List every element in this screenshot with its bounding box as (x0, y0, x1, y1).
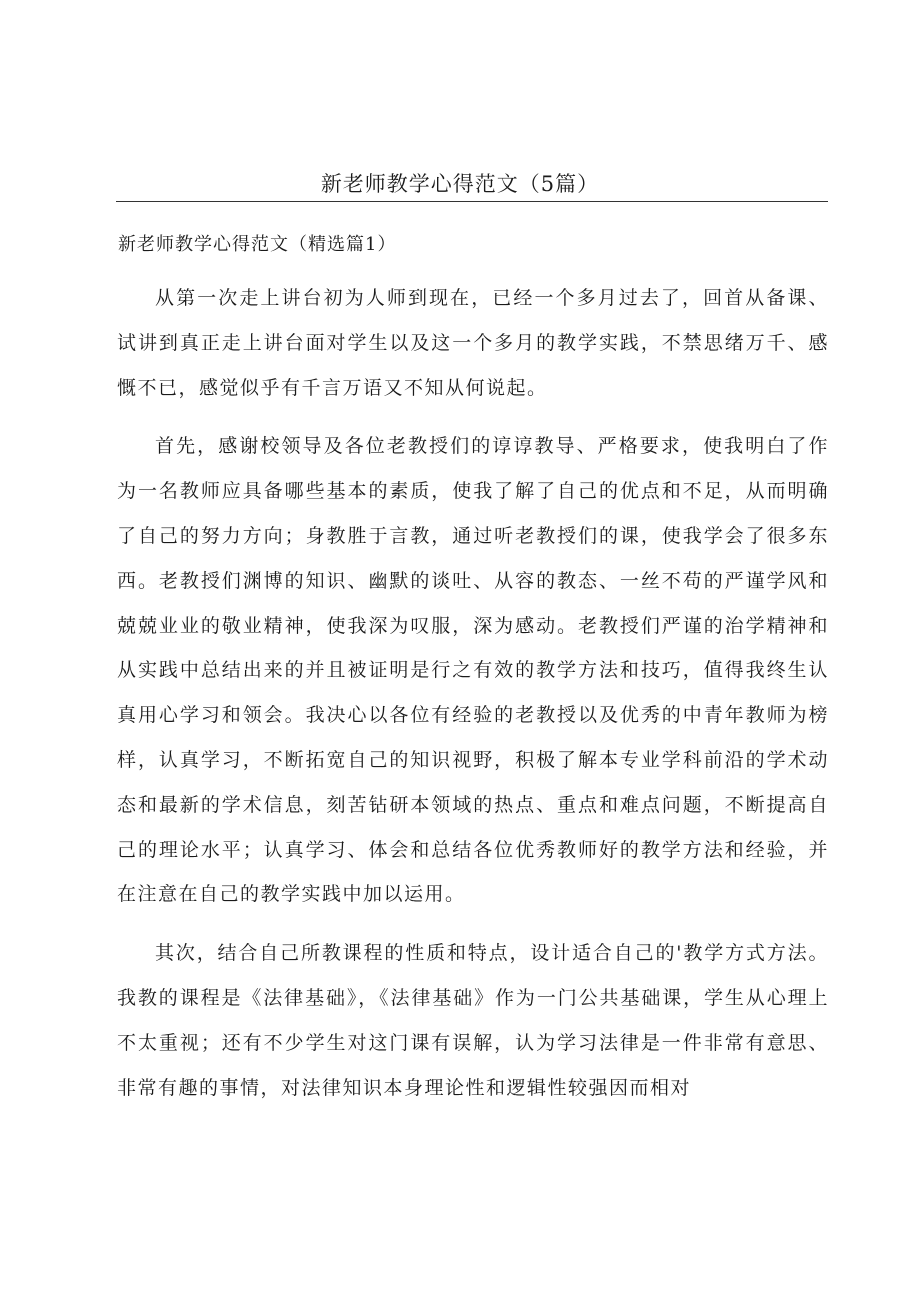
document-body (117, 276, 829, 1124)
title-underline (116, 201, 828, 202)
document-title: 新老师教学心得范文（5篇） (320, 172, 600, 196)
paragraph-3: 其次，结合自己所教课程的性质和特点，设计适合自己的'教学方式方法。我教的课程是《法律基础》，《法律基础》作为一门公共基础课，学生从心理上不太重视；还有不少学生对这门课有误解，认为学习法律是一件非常有意思、非常有趣的事情，对法律知识本身理论性和逻辑性较强因而相对 (117, 942, 829, 1099)
paragraph-2: 首先，感谢校领导及各位老教授们的谆谆教导、严格要求，使我明白了作为一名教师应具备哪些基本的素质，使我了解了自己的优点和不足，从而明确了自己的努力方向；身教胜于言教，通过听老教授们的课，使我学会了很多东西。老教授们渊博的知识、幽默的谈吐、从容的教态、一丝不苟的严谨学风和兢兢业业的敬业精神，使我深为叹服，深为感动。老教授们严谨的治学精神和从实践中总结出来的并且被证明是行之有效的教学方法和技巧，值得我终生认真用心学习和领会。我决心以各位有经验的老教授以及优秀的中青年教师为榜样，认真学习，不断拓宽自己的知识视野，积极了解本专业学科前沿的学术动态和最新的学术信息，刻苦钻研本领域的热点、重点和难点问题，不断提高自己的理论水平；认真学习、体会和总结各位优秀教师好的教学方法和经验，并在注意在自己的教学实践中加以运用。 (117, 435, 829, 906)
paragraph-1: 从第一次走上讲台初为人师到现在，已经一个多月过去了，回首从备课、试讲到真正走上讲台面对学生以及这一个多月的教学实践，不禁思绪万千、感慨不已，感觉似乎有千言万语又不知从何说起。 (117, 287, 829, 399)
section-heading: 新老师教学心得范文（精选篇1） (118, 234, 397, 255)
